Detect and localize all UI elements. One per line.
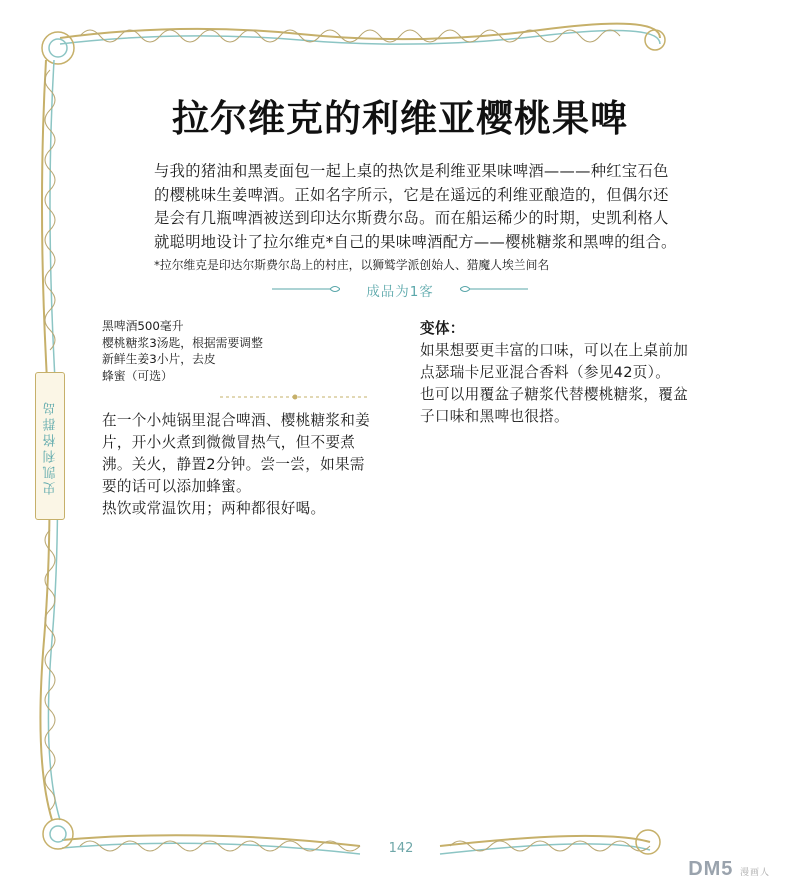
yield-row — [270, 280, 530, 300]
section-divider — [220, 392, 370, 402]
footnote: *拉尔维克是印达尔斯费尔岛上的村庄，以狮鹫学派创始人、猎魔人埃兰间名 — [154, 258, 550, 272]
variations-section — [420, 318, 712, 428]
variation-line: 如果想要更丰富的口味，可以在上桌前加 — [420, 342, 689, 359]
intro-paragraph — [154, 160, 684, 254]
method-line: 要的话可以添加蜂蜜。 — [102, 478, 251, 495]
method-line: 在一个小炖锅里混合啤酒、樱桃糖浆和姜 — [102, 412, 371, 429]
chapter-side-tab — [35, 372, 65, 520]
right-ornament-icon — [460, 282, 530, 296]
intro-line: 与我的猪油和黑麦面包一起上桌的热饮是利维亚果味啤酒———种红宝石色 — [154, 162, 669, 180]
variations-heading: 变体： — [420, 320, 465, 337]
intro-line: 就聪明地设计了拉尔维克*自己的果味啤酒配方——樱桃糖浆和黑啤的组合。 — [154, 232, 677, 251]
method-line: 热饮或常温饮用；两种都很好喝。 — [102, 500, 326, 517]
intro-line: 是会有几瓶啤酒被送到印达尔斯费尔岛。而在船运稀少的时期，史凯利格人 — [154, 209, 669, 227]
watermark-text: DM5 — [688, 858, 734, 880]
variation-line: 点瑟瑞卡尼亚混合香料（参见42页）。 — [420, 364, 671, 381]
method-line: 片，开小火煮到微微冒热气，但不要煮 — [102, 434, 356, 451]
ingredient-list — [102, 318, 402, 384]
chapter-side-label: 史凯利格群岛 — [43, 399, 59, 495]
ingredient-item: 新鲜生姜3小片，去皮 — [102, 352, 216, 366]
variation-line: 子口味和黑啤也很搭。 — [420, 408, 569, 425]
ingredient-item: 蜂蜜（可选） — [102, 368, 173, 383]
yield-label: 成品为1客 — [366, 284, 434, 300]
watermark-logo — [688, 858, 770, 881]
ingredient-item: 樱桃糖浆3汤匙，根据需要调整 — [102, 335, 263, 350]
recipe-title: 拉尔维克的利维亚樱桃果啤 — [172, 97, 628, 140]
watermark-subtext: 漫画人 — [739, 867, 770, 877]
ingredient-item: 黑啤酒500毫升 — [102, 319, 184, 333]
method-line: 沸。关火，静置2分钟。尝一尝，如果需 — [102, 456, 365, 473]
variation-line: 也可以用覆盆子糖浆代替樱桃糖浆，覆盆 — [420, 386, 689, 403]
method-paragraph — [102, 410, 397, 520]
intro-line: 的樱桃味生姜啤酒。正如名字所示，它是在遥远的利维亚酿造的，但偶尔还 — [154, 185, 669, 204]
page-number: 142 — [380, 838, 422, 860]
